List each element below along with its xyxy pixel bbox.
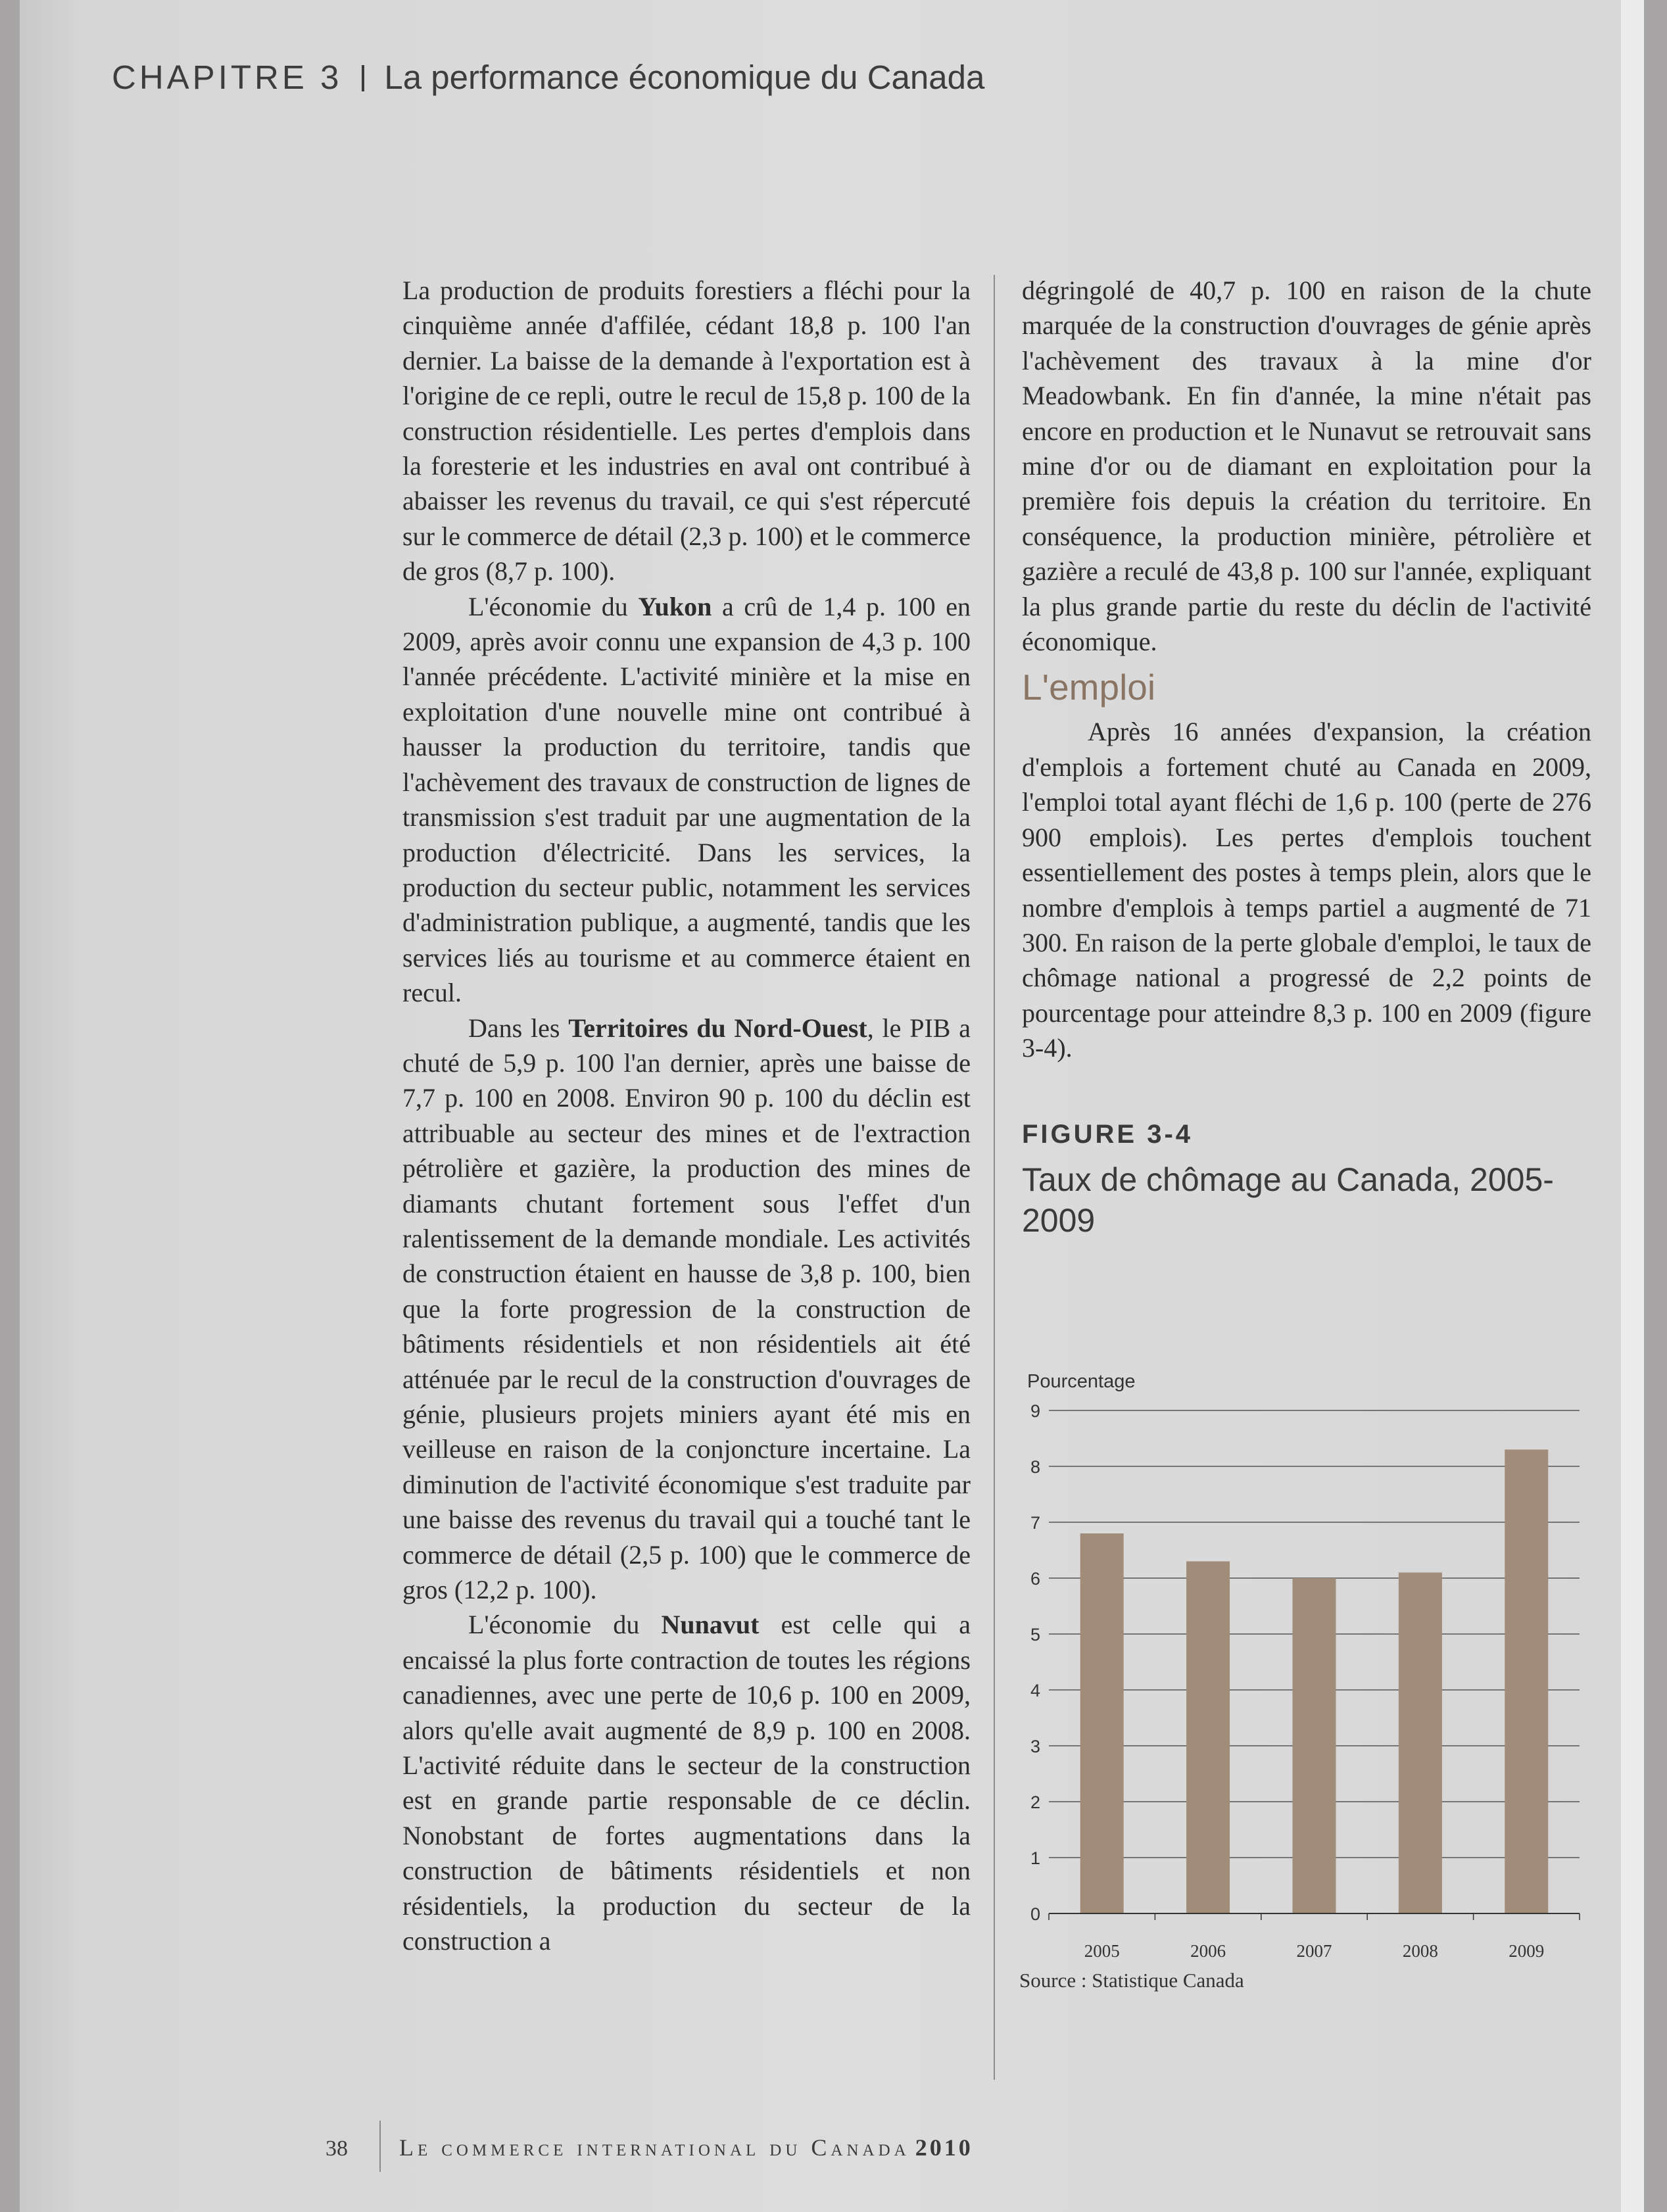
y-tick-label: 4 (1030, 1681, 1041, 1700)
unemployment-chart (1019, 1368, 1591, 2006)
x-tick-label: 2009 (1509, 1941, 1545, 1961)
y-axis-label: Pourcentage (1027, 1371, 1136, 1392)
figure-source: Source : Statistique Canada (1019, 1969, 1244, 1992)
paragraph-forestry: La production de produits forestiers a fléchi pour la cinquième année d'affilée, cédant 18,8 p. 100 l'an dernier. La baisse de la demande à l'exportation est à l'origine de ce repli, outre le recul de 15,8 p. 100 de la construction résidentielle. Les pertes d'emplois dans la foresterie et les industries en aval ont contribué à abaisser les revenus du travail, ce qui s'est répercuté sur le commerce de détail (2,3 p. 100) et le commerce de gros (8,7 p. 100). (402, 276, 971, 587)
figure-title: Taux de chômage au Canada, 2005-2009 (1022, 1161, 1554, 1239)
bar-2006 (1186, 1562, 1230, 1914)
publication-year: 2010 (915, 2134, 973, 2161)
chapter-header (112, 58, 984, 97)
region-name-yukon: Yukon (638, 591, 712, 621)
chart-svg (1019, 1368, 1591, 1960)
footer-separator (379, 2121, 381, 2172)
y-tick-label: 8 (1030, 1457, 1041, 1477)
region-name-nwt: Territoires du Nord-Ouest (568, 1013, 867, 1043)
y-tick-label: 0 (1030, 1904, 1041, 1924)
bar-2005 (1080, 1533, 1124, 1913)
text-run: a crû de 1,4 p. 100 en 2009, après avoir connu une expansion de 4,3 p. 100 l'année précédente. L'activité minière et la mise en exploitation d'une nouvelle mine ont contribué à hausser la production du territoire, tandis que l'achèvement des travaux de construction de lignes de transmission s'est traduit par une augmentation de la production d'électricité. Dans les services, la production du secteur public, notamment les services d'administration publique, a augmenté, tandis que les services liés au tourisme et au commerce étaient en recul. (402, 591, 971, 1008)
paragraph-nwt (402, 1011, 971, 1608)
paragraph-nunavut-cont: dégringolé de 40,7 p. 100 en raison de la chute marquée de la construction d'ouvrages de génie après l'achèvement des travaux à la mine d'or Meadowbank. En fin d'année, la mine n'était pas encore en production et le Nunavut se retrouvait sans mine d'or ou de diamant en exploitation pour la première fois depuis la création du territoire. En conséquence, la production minière, pétrolière et gazière a reculé de 43,8 p. 100 sur l'année, expliquant la plus grande partie du reste du déclin de l'activité économique. (1022, 276, 1591, 657)
page-footer (326, 2121, 973, 2172)
x-tick-label: 2006 (1190, 1941, 1226, 1961)
y-tick-label: 2 (1030, 1792, 1041, 1812)
bar-2007 (1293, 1578, 1336, 1913)
bar-2008 (1399, 1573, 1442, 1914)
region-name-nunavut: Nunavut (661, 1610, 760, 1640)
text-column-right (1022, 273, 1591, 1241)
text-run: L'économie du (468, 591, 639, 621)
text-run: Dans les (468, 1013, 569, 1043)
x-tick-label: 2008 (1402, 1941, 1438, 1961)
y-tick-label: 9 (1030, 1401, 1041, 1421)
text-run: L'économie du (468, 1610, 662, 1640)
x-tick-label: 2005 (1084, 1941, 1120, 1961)
page-edge (1621, 0, 1644, 2212)
paragraph-emploi: Après 16 années d'expansion, la création d'emplois a fortement chuté au Canada en 2009, l'emploi total ayant fléchi de 1,6 p. 100 (perte de 276 900 emplois). Les pertes d'emplois touchent essentiellement des postes à temps plein, alors que le nombre d'emplois à temps partiel a augmenté de 71 300. En raison de la perte globale d'emploi, le taux de chômage national a progressé de 2,2 points de pourcentage pour atteindre 8,3 p. 100 en 2009 (figure 3-4). (1022, 717, 1591, 1063)
y-tick-label: 1 (1030, 1848, 1041, 1868)
chapter-title: La performance économique du Canada (384, 59, 985, 96)
header-separator (362, 65, 364, 91)
paragraph-nunavut (402, 1607, 971, 1958)
page (20, 0, 1644, 2212)
y-tick-label: 6 (1030, 1569, 1041, 1589)
section-heading-emploi: L'emploi (1022, 667, 1156, 708)
page-number: 38 (326, 2136, 348, 2161)
text-run: , le PIB a chuté de 5,9 p. 100 l'an dernier, après une baisse de 7,7 p. 100 en 2008. Environ 90 p. 100 du déclin est attribuable au secteur des mines et de l'extraction pétrolière et gazière, la production des mines de diamants chutant fortement sous l'effet d'un ralentissement de la demande mondiale. Les activités de construction étaient en hausse de 3,8 p. 100, bien que la forte progression de la construction de bâtiments résidentiels et non résidentiels ait été atténuée par le recul de la construction d'ouvrages de génie, plusieurs projets miniers ayant été mis en veilleuse en raison de la conjoncture incertaine. La diminution de l'activité économique s'est traduite par une baisse des revenus du travail qui a touché tant le commerce de détail (2,5 p. 100) que le commerce de gros (12,2 p. 100). (402, 1013, 971, 1605)
y-tick-label: 7 (1030, 1513, 1041, 1533)
bar-2009 (1505, 1450, 1548, 1914)
paragraph-yukon (402, 589, 971, 1011)
chapter-number: CHAPITRE 3 (112, 59, 343, 96)
x-tick-label: 2007 (1296, 1941, 1332, 1961)
text-run: est celle qui a encaissé la plus forte contraction de toutes les régions canadiennes, avec une perte de 10,6 p. 100 en 2009, alors qu'elle avait augmenté de 8,9 p. 100 en 2008. L'activité réduite dans le secteur de la construction est en grande partie responsable de ce déclin. Nonobstant de fortes augmentations dans la construction de bâtiments résidentiels et non résidentiels, la production du secteur de la construction a (402, 1610, 971, 1956)
y-tick-label: 3 (1030, 1737, 1041, 1756)
publication-title: Le commerce international du Canada (399, 2134, 910, 2161)
text-column-left (402, 273, 971, 1959)
figure-label: FIGURE 3-4 (1022, 1119, 1194, 1149)
y-tick-label: 5 (1030, 1625, 1041, 1645)
column-divider (994, 275, 995, 2080)
